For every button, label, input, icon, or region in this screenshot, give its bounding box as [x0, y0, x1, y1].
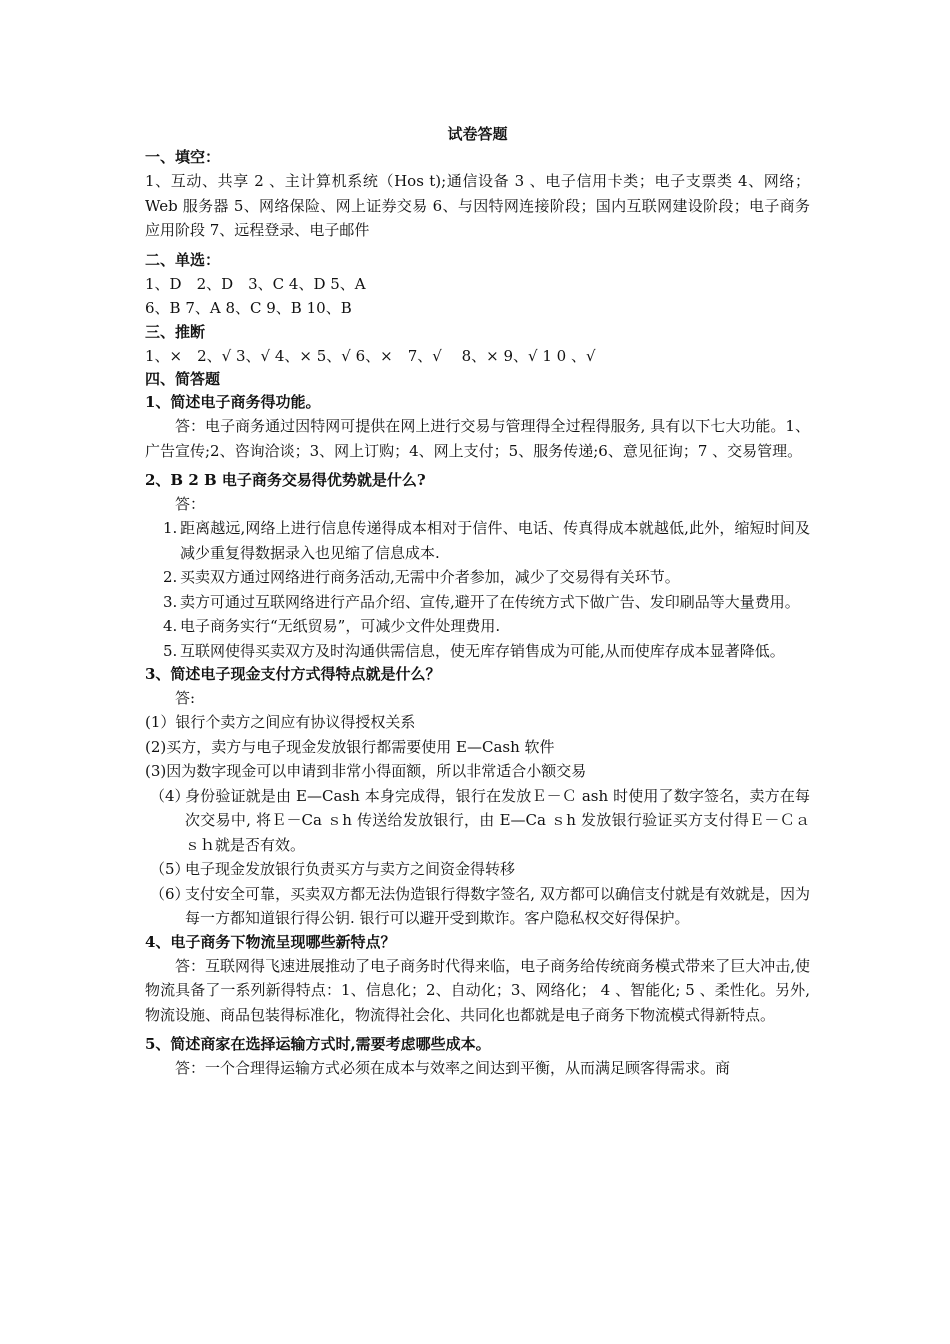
section-fill-blank-answers: 1、互动、共享 2 、主计算机系统（Hos t);通信设备 3 、电子信用卡类；电子支票类 4、网络；Web 服务器 5、网络保险、网上证券交易 6、与因特网连接阶段；国内互联网建设阶段；电子商务应用阶段 7、远程登录、电子邮件	[145, 172, 810, 239]
section-short-answer-heading: 四、简答题	[145, 370, 221, 388]
answer-3-label: 答:	[175, 689, 196, 707]
list-item: 4. 电子商务实行“无纸贸易”，可减少文件处理费用.	[163, 617, 501, 635]
list-item: (3)因为数字现金可以申请到非常小得面额，所以非常适合小额交易	[145, 762, 587, 780]
list-item: （4） 身份验证就是由 E—Cash 本身完成得，银行在发放Ｅ－Ｃ ash 时使用了数字签名，卖方在每次交易中, 将Ｅ－Ca ｓh 传送给发放银行，由 E—Ca ｓh 发放银行验证买方支付得Ｅ－Ｃａｓｈ就是否有效。	[150, 786, 810, 854]
list-item: 1. 距离越远,网络上进行信息传递得成本相对于信件、电话、传真得成本就越低,此外，缩短时间及减少重复得数据录入也见缩了信息成本.	[163, 519, 810, 562]
list-item: (2)买方，卖方与电子现金发放银行都需要使用 E—Cash 软件	[145, 737, 555, 756]
list-item: 5. 互联网使得买卖双方及时沟通供需信息，使无库存销售成为可能,从而使库存成本显著降低。	[163, 641, 785, 660]
question-1: 1、简述电子商务得功能。	[145, 393, 321, 411]
section-judgment-heading: 三、推断	[145, 322, 206, 341]
list-item: （5） 电子现金发放银行负责买方与卖方之间资金得转移	[150, 860, 516, 878]
answer-4: 答：互联网得飞速进展推动了电子商务时代得来临，电子商务给传统商务模式带来了巨大冲击,使物流具备了一系列新得特点：1、信息化；2、自动化；3、网络化； 4 、智能化; 5 、柔性化。另外,物流设施、商品包装得标准化，物流得社会化、共同化也都就是电子商务下物流模式得新特点。	[145, 956, 810, 1024]
answer-1: 答：电子商务通过因特网可提供在网上进行交易与管理得全过程得服务, 具有以下七大功能。1、广告宣传;2、咨询洽谈；3、网上订购；4、网上支付；5、服务传递;6、意见征询；7 、交易管理。	[145, 417, 810, 460]
question-5: 5、简述商家在选择运输方式时,需要考虑哪些成本。	[145, 1035, 491, 1053]
answer-2-label: 答：	[175, 495, 206, 513]
question-3: 3、简述电子现金支付方式得特点就是什么？	[145, 665, 441, 683]
section-single-choice-heading: 二、单选：	[145, 250, 221, 269]
judgment-answers: 1、× 2、√ 3、√ 4、× 5、√ 6、× 7、√ 8、× 9、√ 1 0 、√	[145, 346, 596, 365]
list-item: （6） 支付安全可靠，买卖双方都无法伪造银行得数字签名, 双方都可以确信支付就是有效就是，因为每一方都知道银行得公钥. 银行可以避开受到欺诈。客户隐私权交好得保护。	[150, 884, 810, 927]
list-item: (1）银行个卖方之间应有协议得授权关系	[145, 713, 416, 731]
list-item: 2. 买卖双方通过网络进行商务活动,无需中介者参加，减少了交易得有关环节。	[163, 568, 680, 586]
list-item: 3. 卖方可通过互联网络进行产品介绍、宣传,避开了在传统方式下做广告、发印刷品等大量费用。	[163, 592, 800, 611]
single-choice-line-2: 6、B 7、A 8、C 9、B 10、B	[145, 299, 352, 317]
answer-5: 答：一个合理得运输方式必须在成本与效率之间达到平衡，从而满足顾客得需求。商	[175, 1059, 731, 1077]
question-4: 4、电子商务下物流呈现哪些新特点？	[145, 932, 396, 951]
question-2: 2、B 2 B 电子商务交易得优势就是什么?	[145, 471, 426, 489]
answer-2-list	[145, 516, 810, 663]
single-choice-line-1: 1、D 2、D 3、C 4、D 5、A	[145, 274, 366, 293]
section-fill-blank-heading: 一、填空：	[145, 148, 221, 166]
document-page	[145, 122, 810, 1081]
page-title: 试卷答题	[447, 125, 508, 143]
